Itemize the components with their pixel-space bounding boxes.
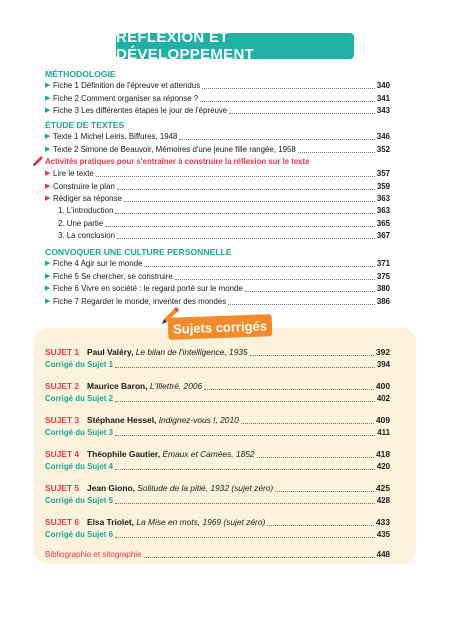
triangle-right-icon: ▶ [45,194,51,202]
sujet-row[interactable]: SUJET 4 Théophile Gautier, Émaux et Camées, 1852 418 [45,449,390,459]
toc-row[interactable]: ▶ Fiche 2 Comment organiser sa réponse ? 341 [45,93,390,103]
corrige-row[interactable]: Corrigé du Sujet 4 420 [45,462,390,471]
sujet-entry [45,346,390,371]
pencil-icon [160,305,180,325]
sujet-row[interactable]: SUJET 6 Elsa Triolet, La Mise en mots, 1969 (sujet zéro) 433 [45,517,390,527]
toc-row[interactable]: ▶ Fiche 6 Vivre en société : le regard porté sur le monde 380 [45,284,390,294]
toc-row[interactable]: ▶ Fiche 1 Définition de l'épreuve et attendus 340 [45,81,390,91]
corrige-row[interactable]: Corrigé du Sujet 5 428 [45,496,390,505]
sujet-row[interactable]: SUJET 3 Stéphane Hessel, Indignez-vous !, 2010 409 [45,415,390,425]
pencil-icon [32,154,44,166]
triangle-right-icon: ▶ [45,107,51,115]
sujet-row[interactable]: SUJET 2 Maurice Baron, L'Illettré, 2006 400 [45,381,390,391]
toc-row[interactable]: ▶ Fiche 5 Se chercher, se construire 375 [45,271,390,281]
sujet-entry [45,482,390,507]
toc-row[interactable]: 2. Une partie 365 [58,218,390,228]
sujets-badge: Sujets corrigés [168,314,273,340]
toc-row[interactable]: ▶ Fiche 3 Les différentes étapes le jour de l'épreuve 343 [45,106,390,116]
toc-textes [45,119,390,242]
section-title-culture: CONVOQUER UNE CULTURE PERSONNELLE [45,247,232,257]
triangle-right-icon: ▶ [45,94,51,102]
toc-methodologie [45,68,390,117]
sujets-list [45,346,390,550]
toc-row[interactable]: 1. L'introduction 363 [58,206,390,216]
sujet-entry [45,516,390,541]
triangle-right-icon: ▶ [45,297,51,305]
toc-culture [45,246,390,308]
toc-row[interactable]: 3. La conclusion 367 [58,231,390,241]
sujet-entry [45,380,390,405]
triangle-right-icon: ▶ [45,272,51,280]
pratiques-title: Activités pratiques pour s'entraîner à construire la réflexion sur le texte [45,156,390,168]
sujet-row[interactable]: SUJET 5 Jean Giono, Solitude de la pitié, 1932 (sujet zéro) 425 [45,483,390,493]
toc-row[interactable]: ▶ Texte 1 Michel Leiris, Biffures, 1948 346 [45,132,390,142]
toc-row[interactable]: ▶ Texte 2 Simone de Beauvoir, Mémoires d'une jeune fille rangée, 1958 352 [45,144,390,154]
corrige-row[interactable]: Corrigé du Sujet 2 402 [45,394,390,403]
triangle-right-icon: ▶ [45,82,51,90]
triangle-right-icon: ▶ [45,182,51,190]
sujet-row[interactable]: SUJET 1 Paul Valéry, Le bilan de l'intelligence, 1935 392 [45,347,390,357]
triangle-right-icon: ▶ [45,285,51,293]
sujet-entry [45,414,390,439]
triangle-right-icon: ▶ [45,133,51,141]
toc-row[interactable]: ▶ Lire le texte 357 [45,169,390,179]
toc-row[interactable]: ▶ Fiche 4 Agir sur le monde 371 [45,259,390,269]
corrige-row[interactable]: Corrigé du Sujet 3 411 [45,428,390,437]
corrige-row[interactable]: Corrigé du Sujet 1 394 [45,360,390,369]
toc-row[interactable]: ▶ Fiche 7 Regarder le monde, inventer des mondes 386 [45,296,390,306]
triangle-right-icon: ▶ [45,170,51,178]
section-title-methodologie: MÉTHODOLOGIE [45,69,116,79]
section-title-textes: ÉTUDE DE TEXTES [45,120,125,130]
section-banner: RÉFLEXION ET DÉVELOPPEMENT [116,33,354,59]
toc-row[interactable]: ▶ Rédiger sa réponse 363 [45,193,390,203]
sujet-entry [45,448,390,473]
toc-row[interactable]: ▶ Construire le plan 359 [45,181,390,191]
triangle-right-icon: ▶ [45,260,51,268]
corrige-row[interactable]: Corrigé du Sujet 6 435 [45,530,390,539]
triangle-right-icon: ▶ [45,145,51,153]
toc-row-bibliographie[interactable]: Bibliographie et sitographie 448 [45,550,390,559]
